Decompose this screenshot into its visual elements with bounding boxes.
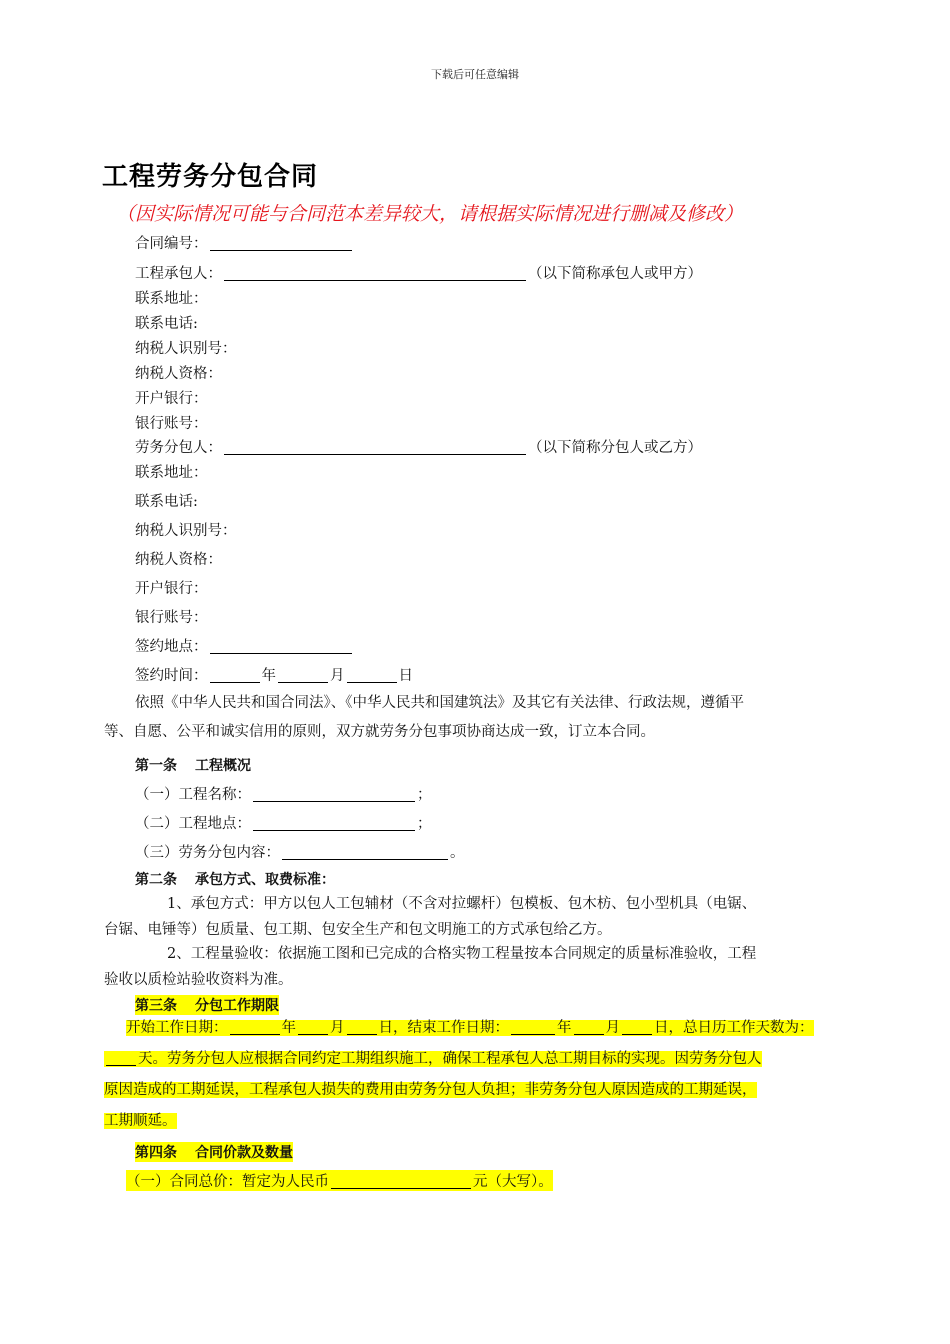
- sign-place-label: 签约地点：: [135, 639, 208, 655]
- article-2-p1-line-1: 1、承包方式：甲方以包人工包辅材（不含对拉螺杆）包模板、包木枋、包小型机具（电锯、: [167, 896, 757, 912]
- taxqual2-label: 纳税人资格：: [135, 552, 222, 568]
- project-location-blank[interactable]: [253, 815, 415, 831]
- labor-content-period: 。: [450, 845, 465, 861]
- sign-day-blank[interactable]: [347, 667, 397, 683]
- sign-place-line: [135, 635, 354, 656]
- day-label: 日: [398, 668, 413, 684]
- article-2-para-1: [104, 891, 860, 943]
- end-date-label: ，结束工作日期：: [393, 1020, 509, 1036]
- start-month-blank[interactable]: [298, 1019, 328, 1035]
- account1-label: 银行账号：: [135, 416, 208, 432]
- article-3-body: [104, 1013, 860, 1137]
- preamble: [104, 689, 860, 747]
- project-location-label: （二）工程地点：: [135, 816, 251, 832]
- article-2-p1-line-2: 台锯、电锤等）包质量、包工期、包安全生产和包文明施工的方式承包给乙方。: [104, 922, 612, 938]
- contract-price-blank[interactable]: [331, 1173, 471, 1189]
- month-label: 月: [330, 668, 345, 684]
- page-header: 下载后可任意编辑: [431, 68, 519, 81]
- article-2-number: 第二条: [135, 872, 177, 888]
- phone2-label: 联系电话:: [135, 494, 198, 510]
- project-name-semicolon: ；: [417, 787, 432, 803]
- subcontractor-suffix: （以下简称分包人或乙方）: [528, 440, 702, 456]
- article-2-heading: [135, 869, 335, 889]
- project-name-blank[interactable]: [253, 786, 415, 802]
- subcontractor-line: [135, 436, 702, 457]
- article-4-title: 合同价款及数量: [195, 1145, 293, 1161]
- end-day-blank[interactable]: [622, 1019, 652, 1035]
- contract-price-line: [126, 1170, 553, 1191]
- contract-price-suffix: 元（大写）。: [473, 1174, 553, 1190]
- taxid2-label: 纳税人识别号：: [135, 523, 237, 539]
- start-month-label: 月: [330, 1020, 345, 1036]
- article-3-text-1: 天。劳务分包人应根据合同约定工期组织施工，确保工程承包人总工期目标的实现。因劳务分包人: [138, 1051, 762, 1067]
- end-day-label: 日: [654, 1020, 669, 1036]
- end-month-label: 月: [605, 1020, 620, 1036]
- editing-note: （因实际情况可能与合同范本差异较大，请根据实际情况进行删减及修改）: [116, 203, 744, 225]
- end-month-blank[interactable]: [574, 1019, 604, 1035]
- start-date-label: 开始工作日期：: [126, 1020, 228, 1036]
- phone1-label: 联系电话:: [135, 316, 198, 332]
- labor-content-line: [135, 841, 465, 862]
- article-1-heading: [135, 755, 251, 775]
- start-year-blank[interactable]: [230, 1019, 280, 1035]
- address2-label: 联系地址：: [135, 465, 208, 481]
- article-2-p2-line-1: 2、工程量验收：依据施工图和已完成的合格实物工程量按本合同规定的质量标准验收，工程: [167, 946, 757, 962]
- article-3-line-4: [104, 1106, 860, 1137]
- preamble-line-1: 依照《中华人民共和国合同法》、《中华人民共和国建筑法》及其它有关法律、行政法规，遵循平: [135, 695, 744, 711]
- article-2-p2-line-2: 验收以质检站验收资料为准。: [104, 972, 293, 988]
- total-days-label: ，总日历工作天数为：: [668, 1020, 814, 1036]
- project-name-line: [135, 783, 432, 804]
- project-location-semicolon: ；: [417, 816, 432, 832]
- labor-content-blank[interactable]: [282, 844, 448, 860]
- project-name-label: （一）工程名称：: [135, 787, 251, 803]
- article-3-line-1: [104, 1013, 860, 1044]
- start-year-label: 年: [281, 1020, 296, 1036]
- document-title: 工程劳务分包合同: [102, 162, 319, 192]
- article-3-text-3: 工期顺延。: [104, 1113, 177, 1129]
- article-4-heading: [135, 1142, 293, 1162]
- article-3-line-3: [104, 1075, 860, 1106]
- article-3-heading: [135, 995, 279, 1015]
- contractor-label: 工程承包人：: [135, 266, 222, 282]
- preamble-line-2: 等、自愿、公平和诚实信用的原则，双方就劳务分包事项协商达成一致，订立本合同。: [104, 724, 655, 740]
- project-location-line: [135, 812, 432, 833]
- article-3-line-2: [104, 1044, 860, 1075]
- subcontractor-blank[interactable]: [224, 439, 526, 455]
- taxid1-label: 纳税人识别号：: [135, 341, 237, 357]
- address1-label: 联系地址：: [135, 291, 208, 307]
- end-year-label: 年: [557, 1020, 572, 1036]
- contractor-blank[interactable]: [224, 265, 526, 281]
- sign-year-blank[interactable]: [210, 667, 260, 683]
- article-3-number: 第三条: [135, 998, 177, 1014]
- contract-price-label: （一）合同总价：暂定为人民币: [126, 1174, 329, 1190]
- bank2-label: 开户银行：: [135, 581, 208, 597]
- sign-time-line: [135, 664, 413, 685]
- total-days-blank[interactable]: [106, 1050, 136, 1066]
- contractor-line: [135, 262, 702, 283]
- bank1-label: 开户银行：: [135, 391, 208, 407]
- start-day-label: 日: [378, 1020, 393, 1036]
- article-3-title: 分包工作期限: [195, 998, 279, 1014]
- end-year-blank[interactable]: [511, 1019, 555, 1035]
- labor-content-label: （三）劳务分包内容：: [135, 845, 280, 861]
- article-1-number: 第一条: [135, 758, 177, 774]
- subcontractor-label: 劳务分包人：: [135, 440, 222, 456]
- account2-label: 银行账号：: [135, 610, 208, 626]
- contract-no-label: 合同编号：: [135, 236, 208, 252]
- contract-no-line: [135, 232, 354, 253]
- article-2-para-2: [104, 941, 860, 993]
- start-day-blank[interactable]: [347, 1019, 377, 1035]
- taxqual1-label: 纳税人资格：: [135, 366, 222, 382]
- sign-place-blank[interactable]: [210, 638, 352, 654]
- year-label: 年: [261, 668, 276, 684]
- sign-month-blank[interactable]: [278, 667, 328, 683]
- article-1-title: 工程概况: [195, 758, 251, 774]
- article-4-number: 第四条: [135, 1145, 177, 1161]
- sign-time-label: 签约时间：: [135, 668, 208, 684]
- article-3-text-2: 原因造成的工期延误，工程承包人损失的费用由劳务分包人负担；非劳务分包人原因造成的工期延误，: [104, 1082, 757, 1098]
- article-2-title: 承包方式、取费标准：: [195, 872, 335, 888]
- contract-no-blank[interactable]: [210, 235, 352, 251]
- contractor-suffix: （以下简称承包人或甲方）: [528, 266, 702, 282]
